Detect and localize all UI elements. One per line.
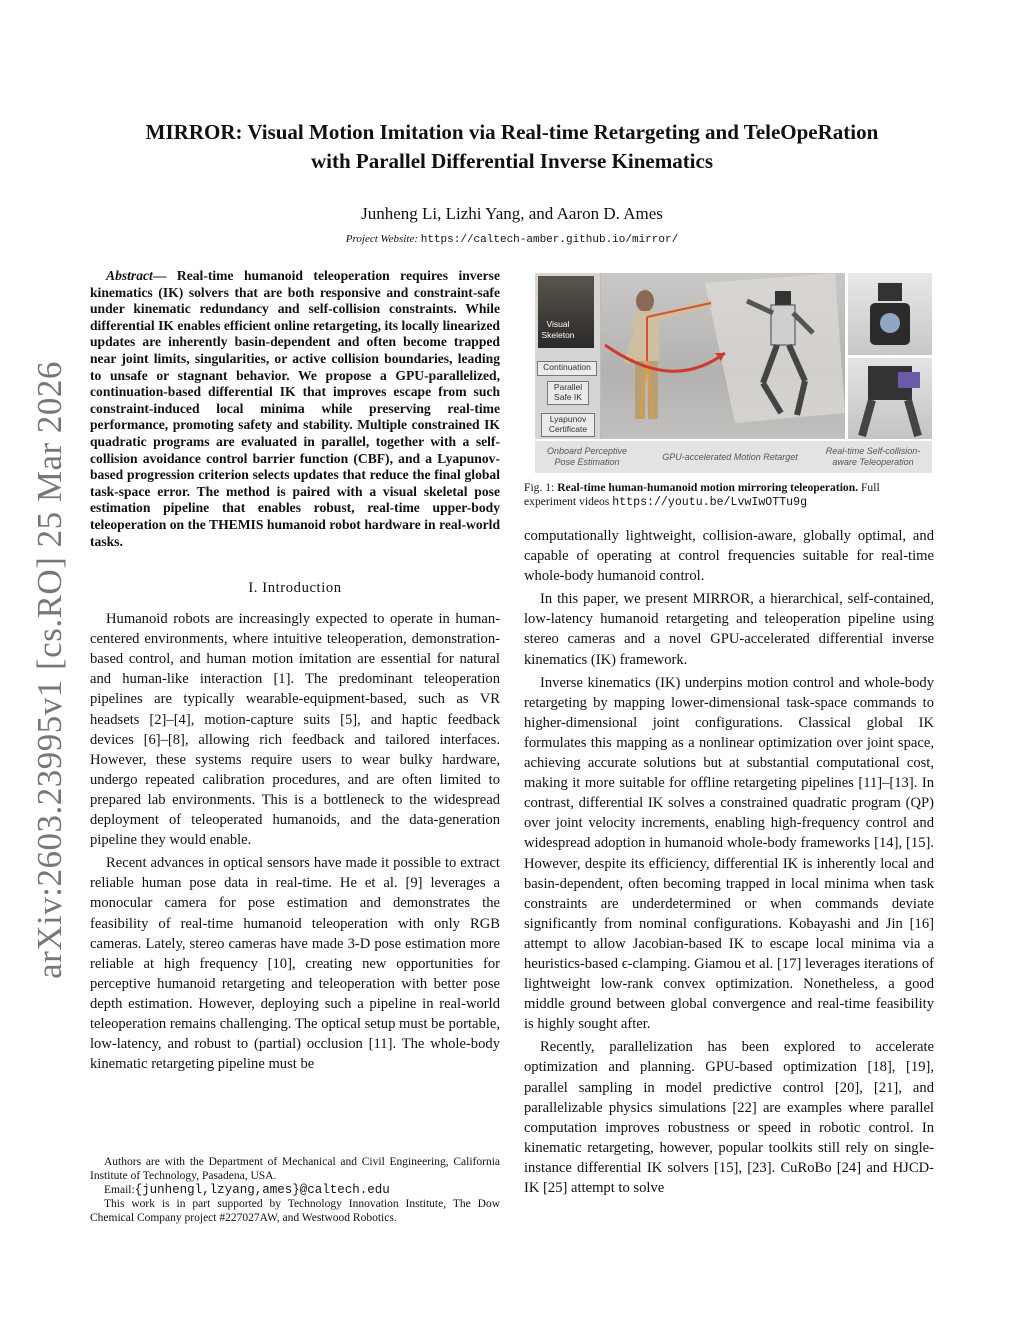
figure-caption-strip <box>535 441 932 473</box>
robot-head-graphic <box>848 273 932 355</box>
title-line-2: with Parallel Differential Inverse Kinematics <box>310 149 714 173</box>
label-continuation: Continuation <box>537 361 597 376</box>
abstract-text: — Real-time humanoid teleoperation requires inverse kinematics (IK) solvers that are both responsive and constraint-safe under kinematic redundancy and self-collision constraints. While differential IK enables efficient online retargeting, its locally linearized updates are inherently basin-dependent and often become trapped near joint limits, singularities, or active collision boundaries, leading to unsafe or stagnant behavior. We propose a GPU-parallelized, continuation-based differential IK that improves escape from such constraint-induced local minima while preserving real-time performance, promoting safety and stability. Multiple constrained IK quadratic programs are evaluated in parallel, together with a self-collision avoidance control barrier function (CBF), and a Lyapunov-based progression criterion selects updates that reduce the final global task-space error. The method is paired with a visual skeletal pose estimation pipeline that enables robust, real-time upper-body teleoperation on the THEMIS humanoid robot hardware in real-world tasks. <box>90 268 500 549</box>
paper-title <box>80 118 944 176</box>
caption-pose-estimation: Onboard Perceptive Pose Estimation <box>546 446 628 467</box>
right-paragraph-4: Recently, parallelization has been explored to accelerate optimization and planning. GPU-based optimization [18], [19], parallel sampling in model predictive control [20], [21], and parallelizable physics simulations [22] are examples where parallel computation improves robustness or speed in robotic control. In kinematic retargeting, however, popular toolkits still rely on single-instance differential IK solvers [15], [23]. CuRoBo [24] and HJCD-IK [25] attempt to solve <box>524 1039 934 1196</box>
intro-paragraph-2: Recent advances in optical sensors have made it possible to extract reliable human pose data in real-time. He et al. [9] leverages a monocular camera for pose estimation and demonstrates the feasibility of real-time humanoid teleoperation with only RGB cameras. Lately, stereo cameras have made 3-D pose estimation more reliable at high frequency [10], creating new opportunities for perceptive humanoid retargeting and teleoperation with better pose depth estimation. However, deploying such a pipeline in real-world teleoperation remains challenging. The optical setup must be portable, low-latency, and robust to (partial) occlusion [11]. The whole-body kinematic retargeting pipeline must be <box>90 855 500 1073</box>
right-paragraph-1: computationally lightweight, collision-aware, globally optimal, and capable of operating at control frequencies suitable for real-time whole-body humanoid control. <box>524 528 934 585</box>
footnote-email-label: Email: <box>104 1184 135 1196</box>
abstract <box>90 268 500 550</box>
robot-arm-graphic <box>848 358 932 439</box>
caption-motion-retarget: GPU-accelerated Motion Retarget <box>662 452 798 462</box>
website-label: Project Website: <box>345 233 418 245</box>
intro-paragraph-1: Humanoid robots are increasingly expected to operate in human-centered environments, where intuitive teleoperation, demonstration-based control, and human motion imitation are essential for natural and human-like interaction [1]. The predominant teleoperation pipelines are typically wearable-equipment-based, such as VR headsets [2]–[4], motion-capture suits [5], and haptic feedback devices [6]–[8], allowing rich feedback and tailored interfaces. However, these systems require users to wear bulky hardware, undergo repeated calibration procedures, and are often limited to prepared lab environments. This is a bottleneck to the widespread deployment of teleoperated humanoids, and the data-generation pipeline they would enable. <box>90 611 500 849</box>
fig-caption-title: Real-time human-humanoid motion mirroring teleoperation. <box>557 481 859 494</box>
website-link[interactable]: https://caltech-amber.github.io/mirror/ <box>420 234 679 246</box>
footnote-email-line <box>90 1183 500 1197</box>
footnote <box>90 1152 500 1225</box>
footnote-affiliation: Authors are with the Department of Mechanical and Civil Engineering, California Institute of Technology, Pasadena, USA. <box>90 1156 500 1182</box>
fig-caption-text: Full experiment videos <box>524 481 880 508</box>
caption-teleoperation: Real-time Self-collision-aware Teleoperation <box>825 446 921 467</box>
figure-pipeline-panel <box>535 273 601 439</box>
project-website <box>0 233 1024 246</box>
right-paragraph-3: Inverse kinematics (IK) underpins motion control and whole-body retargeting by mapping lower-dimensional task-space commands to higher-dimensional joint configurations. Classical global IK formulates this mapping as a nonlinear optimization over joint space, achieving accurate solutions but at substantial computational cost, making it more suitable for offline retargeting pipelines [11]–[13]. In contrast, differential IK solves a constrained quadratic program (QP) over joint velocity increments, enabling high-frequency control and widespread adoption in humanoid whole-body frameworks [14], [15]. However, despite its efficiency, differential IK is inherently local and basin-dependent, often becoming trapped in local minima when task constraints are underdetermined or when commands deviate significantly from nominal configurations. Kobayashi and Jin [16] attempt to allow Jacobian-based IK to escape local minima via a heuristics-based ϵ-clamping. Giamou et al. [17] leverages iterations of lightweight low-rank convex optimization. Nonetheless, a good middle ground between global convergence and real-time feasibility is highly sought after. <box>524 674 934 1033</box>
left-column <box>90 268 500 1074</box>
title-line-1: MIRROR: Visual Motion Imitation via Real-time Retargeting and TeleOpeRation <box>145 120 879 144</box>
fig-caption-label: Fig. 1: <box>524 481 555 494</box>
figure-main-photo <box>535 273 845 439</box>
robot-closeup-top <box>848 273 932 355</box>
figure-1 <box>535 273 932 473</box>
label-lyapunov-certificate: Lyapunov Certificate <box>541 413 595 437</box>
label-parallel-safe-ik: Parallel Safe IK <box>547 381 589 405</box>
abstract-lead: Abstract <box>106 268 153 283</box>
robot-closeup-bottom <box>848 358 932 439</box>
footnote-email[interactable]: {junhengl,lzyang,ames}@caltech.edu <box>134 1183 390 1197</box>
right-column <box>524 526 934 1198</box>
section-heading-introduction: I. Introduction <box>248 580 342 597</box>
footnote-support: This work is in part supported by Technology Innovation Institute, The Dow Chemical Company project #227027AW, and Westwood Robotics. <box>90 1198 500 1224</box>
label-visual-skeleton: Visual Skeleton <box>541 319 575 340</box>
author-list: Junheng Li, Lizhi Yang, and Aaron D. Ames <box>361 204 663 223</box>
arxiv-identifier: arXiv:2603.23995v1 [cs.RO] 25 Mar 2026 <box>30 361 69 979</box>
right-paragraph-2: In this paper, we present MIRROR, a hierarchical, self-contained, low-latency humanoid retargeting and teleoperation pipeline using stereo cameras and a novel GPU-accelerated differential inverse kinematics (IK) framework. <box>524 591 934 668</box>
fig-caption-video-link[interactable]: https://youtu.be/LvwIwOTTu9g <box>612 496 808 509</box>
figure-1-caption <box>524 481 934 510</box>
